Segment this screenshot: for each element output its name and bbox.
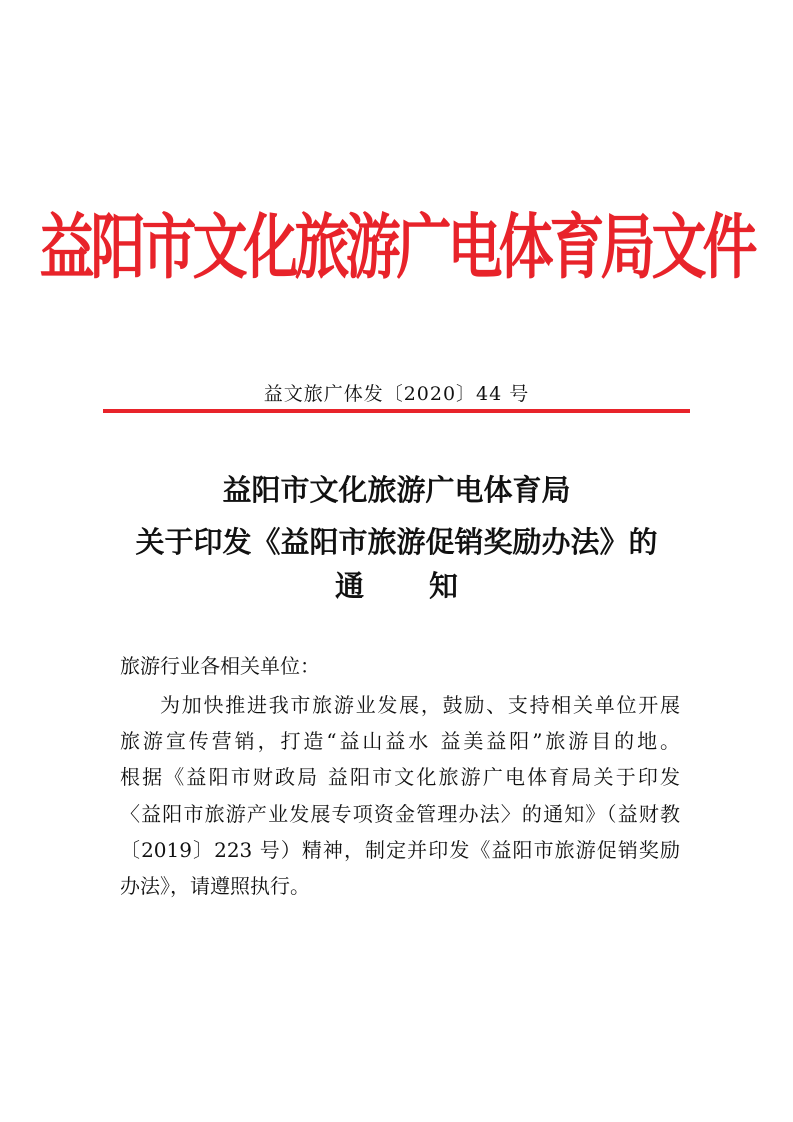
body-line: 〈益阳市旅游产业发展专项资金管理办法〉的通知》（益财教 xyxy=(120,801,680,826)
notice-title-line-3: 通 知 xyxy=(334,569,459,603)
recipient-line: 旅游行业各相关单位： xyxy=(120,654,320,678)
issuing-authority-header: 益阳市文化旅游广电体育局文件 xyxy=(39,206,754,288)
body-line: 〔2019〕223 号）精神，制定并印发《益阳市旅游促销奖励 xyxy=(120,837,680,862)
red-separator-line xyxy=(103,409,690,413)
body-line: 办法》，请遵照执行。 xyxy=(120,874,310,899)
notice-title-line-1: 益阳市文化旅游广电体育局 xyxy=(222,473,571,507)
body-line: 为加快推进我市旅游业发展，鼓励、支持相关单位开展 xyxy=(160,693,680,717)
notice-title-line-2: 关于印发《益阳市旅游促销奖励办法》的 xyxy=(135,525,658,559)
document-number: 益文旅广体发〔2020〕44 号 xyxy=(263,383,530,405)
body-paragraph xyxy=(120,687,680,904)
body-line: 根据《益阳市财政局 益阳市文化旅游广电体育局关于印发 xyxy=(120,765,680,790)
body-line: 旅游宣传营销，打造“益山益水 益美益阳”旅游目的地。 xyxy=(120,729,680,754)
